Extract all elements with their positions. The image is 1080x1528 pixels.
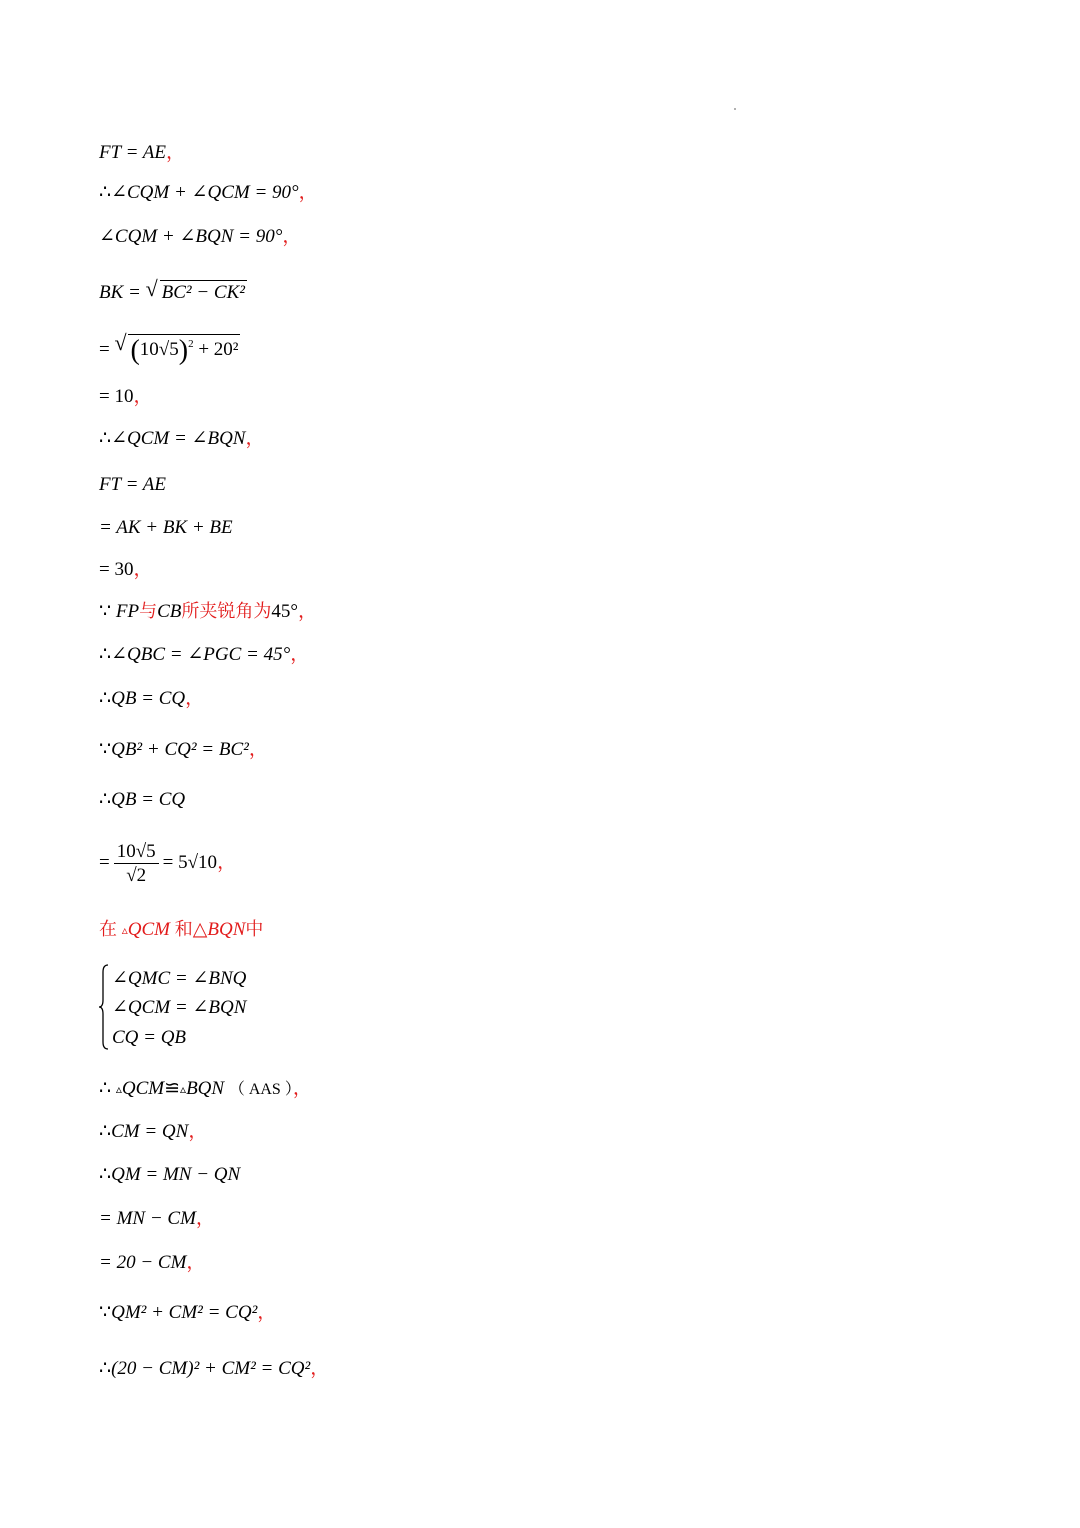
angle-value: 45°: [271, 601, 298, 622]
line-16: = $\frac{10√5}{√2}$ = 5√10，: [99, 841, 237, 886]
expr: ∠QBC = ∠PGC = 45°: [111, 644, 291, 665]
line-24: [99, 1303, 276, 1322]
expr: ∠CQM + ∠BQN = 90°: [99, 226, 283, 247]
denominator: √2: [126, 865, 147, 886]
fraction: [114, 842, 159, 885]
punct: ，: [133, 386, 153, 407]
punct: ，: [166, 142, 186, 163]
therefore-symbol: ∴: [99, 688, 112, 709]
punct: ，: [310, 1358, 330, 1379]
reason: （ AAS ）: [228, 1081, 293, 1098]
expr: = MN − CM: [99, 1208, 196, 1229]
expr: QM² + CM² = CQ²: [111, 1302, 258, 1323]
therefore-symbol: ∴: [99, 1121, 112, 1142]
expr: = 10: [99, 386, 134, 407]
expr: = 30: [99, 559, 134, 580]
stray-dot: [734, 108, 736, 110]
line-23: [99, 1253, 205, 1272]
line-9: [99, 518, 233, 537]
line-5: [99, 334, 240, 365]
equals: =: [99, 339, 110, 360]
line-8: [99, 475, 166, 494]
triangle-icon: ▵: [180, 1082, 187, 1096]
segment-fp: FP: [115, 601, 140, 622]
therefore-symbol: ∴: [99, 789, 112, 810]
expr: ∠QCM = ∠BQN: [111, 428, 246, 449]
punct: ，: [186, 1252, 206, 1273]
therefore-symbol: ∴: [99, 1164, 112, 1185]
punct: ，: [297, 601, 317, 622]
because-symbol: ∵: [99, 1302, 112, 1323]
therefore-symbol: ∴: [99, 182, 112, 203]
radicand: BC² − CK²: [161, 282, 245, 303]
expr: QB = CQ: [111, 789, 186, 810]
line-13: [99, 689, 204, 708]
line-10: [99, 560, 152, 579]
segment-cb: CB: [157, 601, 182, 622]
punct: ，: [188, 1121, 208, 1142]
punct: ，: [292, 1078, 312, 1099]
text: 所夹锐角为: [181, 601, 272, 622]
triangle-icon: ▵: [121, 923, 128, 937]
sqrt: [146, 280, 247, 302]
line-20: [99, 1122, 207, 1141]
expr: BK =: [99, 282, 141, 303]
line-12: [99, 645, 309, 664]
expr: CM = QN: [111, 1121, 189, 1142]
line-1: [99, 143, 185, 162]
expr: QB² + CQ² = BC²: [111, 739, 249, 760]
numerator: 10√5: [114, 842, 159, 864]
left-brace-icon: [99, 964, 109, 1050]
punct: ，: [185, 688, 205, 709]
line-6: [99, 387, 152, 406]
therefore-symbol: ∴: [99, 644, 112, 665]
therefore-symbol: ∴: [99, 428, 112, 449]
because-symbol: ∵: [99, 739, 112, 760]
line-21: [99, 1165, 240, 1184]
line-3: [99, 227, 301, 246]
triangle-name: QCM: [127, 919, 171, 940]
result: = 5√10: [162, 851, 218, 873]
line-19: [99, 1079, 312, 1098]
expr: ∠CQM + ∠QCM = 90°: [111, 182, 299, 203]
line-7: [99, 429, 265, 448]
punct: ，: [298, 182, 318, 203]
line-2: [99, 183, 318, 202]
system-line: ∠QMC = ∠BNQ: [112, 968, 247, 989]
inner-value: 10√5: [139, 339, 179, 360]
line-14: [99, 740, 268, 759]
triangle-icon: ▵: [115, 1082, 122, 1096]
system-line: CQ = QB: [112, 1027, 187, 1048]
system-line: ∠QCM = ∠BQN: [112, 997, 247, 1018]
line-15: [99, 790, 185, 809]
triangle-name: BQN: [186, 1078, 225, 1099]
therefore-symbol: ∴: [99, 1358, 112, 1379]
therefore-symbol: ∴: [99, 1078, 112, 1099]
expr: QB = CQ: [111, 688, 186, 709]
triangle-name: BQN: [207, 919, 246, 940]
congruent-symbol: ≌: [164, 1078, 181, 1099]
expr: FT = AE: [99, 142, 167, 163]
punct: ，: [217, 851, 237, 873]
line-11: [99, 602, 317, 621]
punct: ，: [133, 559, 153, 580]
triangle-icon: △: [192, 919, 208, 940]
text: 中: [245, 919, 264, 940]
line-17: [99, 920, 263, 939]
expr: = 20 − CM: [99, 1252, 187, 1273]
line-25: [99, 1359, 329, 1378]
punct: ，: [282, 226, 302, 247]
line-22: [99, 1209, 215, 1228]
expr: QM = MN − QN: [111, 1164, 241, 1185]
line-4: [99, 280, 247, 302]
expr: FT = AE: [99, 474, 167, 495]
triangle-name: QCM: [121, 1078, 165, 1099]
text: 在: [99, 919, 117, 940]
tail: + 20²: [198, 339, 239, 360]
expr: = AK + BK + BE: [99, 517, 233, 538]
punct: ，: [257, 1302, 277, 1323]
text: 和: [174, 919, 193, 940]
punct: ，: [195, 1208, 215, 1229]
sqrt: √ $(10√5)^2 + 20^2$: [114, 334, 240, 365]
because-symbol: ∵: [99, 601, 112, 622]
punct: ，: [290, 644, 310, 665]
text: 与: [139, 601, 158, 622]
expr: (20 − CM)² + CM² = CQ²: [111, 1358, 311, 1379]
punct: ，: [245, 428, 265, 449]
punct: ，: [248, 739, 268, 760]
